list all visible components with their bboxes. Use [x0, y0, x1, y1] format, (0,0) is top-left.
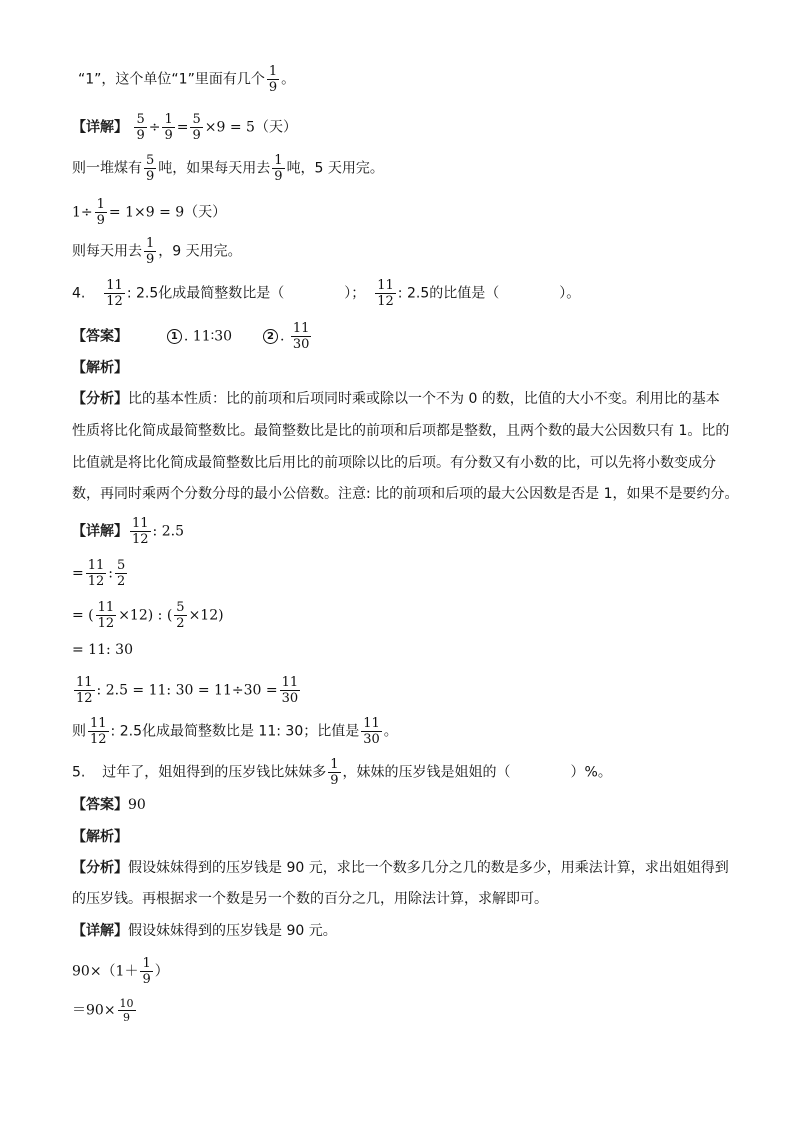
fraction: $\frac{1}{9}$ [146, 236, 155, 267]
fraction: $\frac{11}{12}$ [90, 716, 107, 747]
question-5: 5. 过年了，姐姐得到的压岁钱比妹妹多 $\frac{1}{9}$ ，妹妹的压岁钱是姐姐的（ ）%。 [72, 757, 612, 788]
fraction: $\frac{11}{12}$ [377, 278, 394, 309]
fraction: $\frac{11}{12}$ [87, 558, 105, 589]
analysis-line-4: 数，再同时乘两个分数分母的最小公倍数。注意: 比的前项和后项的最大公因数是否是 1，如果不是要约分。 [72, 486, 739, 502]
fraction: $\frac{11}{12}$ [76, 675, 93, 706]
analysis-line-1: 【分析】假设妹妹得到的压岁钱是 90 元，求比一个数多几分之几的数是多少，用乘法计算，求出姐姐得到 [72, 860, 729, 876]
analysis-line-2: 的压岁钱。再根据求一个数是另一个数的百分之几，用除法计算，求解即可。 [72, 891, 548, 907]
analysis-line-3: 比值就是将比化简成最简整数比后用比的前项除以比的后项。有分数又有小数的比，可以先将小数变成分 [72, 455, 716, 471]
text: “1”，这个单位“1”里面有几个 [78, 71, 265, 88]
detail-step-1: 【详解】 $\frac{11}{12}$ : 2.5 [72, 516, 184, 547]
equation-line: 1÷ $\frac{1}{9}$ = 1×9 = 9（天） [72, 197, 227, 228]
fraction: $\frac{1}{9}$ [274, 153, 283, 184]
fraction: $\frac{11}{12}$ [132, 516, 149, 547]
intro-line [78, 64, 295, 95]
fraction: $\frac{1}{9}$ [330, 757, 339, 788]
answer-tag: 【答案】 [72, 797, 128, 813]
fraction: $\frac{5}{9}$ [192, 112, 201, 143]
analysis-heading: 【解析】 [72, 829, 128, 845]
fraction: $\frac{5}{9}$ [146, 153, 155, 184]
answer-line [72, 795, 146, 815]
analysis-heading: 【解析】 [72, 360, 128, 376]
answer-tag: 【答案】 [72, 328, 128, 345]
fraction: $\frac{1}{9}$ [268, 64, 278, 95]
expression-2: ＝90× $\frac{10}{9}$ [72, 997, 134, 1024]
question-number: 5. [72, 764, 86, 781]
detail-step-3: = ( $\frac{11}{12}$ ×12) : ( $\frac{5}{2}$ ×12) [72, 600, 224, 631]
question-number: 4. [72, 285, 86, 302]
fraction: $\frac{11}{12}$ [106, 278, 123, 309]
fraction: $\frac{5}{2}$ [176, 600, 185, 631]
analysis-line-2: 性质将比化简成最简整数比。最简整数比是比的前项和后项都是整数，且两个数的最大公因数只有 1。比的 [72, 423, 730, 439]
fraction: $\frac{10}{9}$ [119, 997, 134, 1024]
detail-step-2: = $\frac{11}{12}$ : $\frac{5}{2}$ [72, 558, 126, 589]
conclusion-line: 则每天用去 $\frac{1}{9}$ ，9 天用完。 [72, 236, 242, 267]
detail-conclusion: 则 $\frac{11}{12}$ : 2.5化成最简整数比是 11: 30；比值是 $\frac{11}{30}$ 。 [72, 716, 398, 747]
circled-number: 2 [263, 329, 278, 344]
fraction: $\frac{1}{9}$ [142, 956, 151, 987]
fraction: $\frac{11}{12}$ [97, 600, 115, 631]
analysis-line-1: 【分析】比的基本性质：比的前项和后项同时乘或除以一个不为 0 的数，比值的大小不变。利用比的基本 [72, 391, 720, 407]
expression-1: 90×（1＋ $\frac{1}{9}$ ） [72, 956, 169, 987]
fraction: $\frac{11}{30}$ [363, 716, 380, 747]
detail-step-5: $\frac{11}{12}$ : 2.5 = 11: 30 = 11÷30 = $\frac{11}{30}$ [76, 675, 299, 706]
question-4: 4. $\frac{11}{12}$ : 2.5化成最简整数比是（ ）； $\frac{11}{12}$ : 2.5的比值是（ ）。 [72, 278, 581, 309]
fraction: $\frac{1}{9}$ [164, 112, 173, 143]
fraction: $\frac{11}{30}$ [292, 321, 310, 352]
text: 。 [281, 71, 296, 88]
fraction: $\frac{5}{2}$ [117, 558, 126, 589]
detail-tag: 【详解】 [72, 119, 128, 136]
answer-line: 【答案】 1 . 11∶30 2 . $\frac{11}{30}$ [72, 321, 310, 352]
detail-step-4: = 11: 30 [72, 642, 133, 658]
conclusion-line: 则一堆煤有 $\frac{5}{9}$ 吨，如果每天用去 $\frac{1}{9}$ 吨，5 天用完。 [72, 153, 384, 184]
answer-value: 90 [128, 797, 146, 813]
detail-line: 【详解】假设妹妹得到的压岁钱是 90 元。 [72, 923, 337, 939]
circled-number: 1 [167, 329, 182, 344]
detail-line: 【详解】 $\frac{5}{9}$ ÷ $\frac{1}{9}$ = $\frac{5}{9}$ ×9 = 5（天） [72, 112, 297, 143]
fraction: $\frac{1}{9}$ [96, 197, 105, 228]
fraction: $\frac{11}{30}$ [281, 675, 299, 706]
text: ×9 = 5（天） [204, 119, 297, 136]
fraction: $\frac{5}{9}$ [136, 112, 145, 143]
